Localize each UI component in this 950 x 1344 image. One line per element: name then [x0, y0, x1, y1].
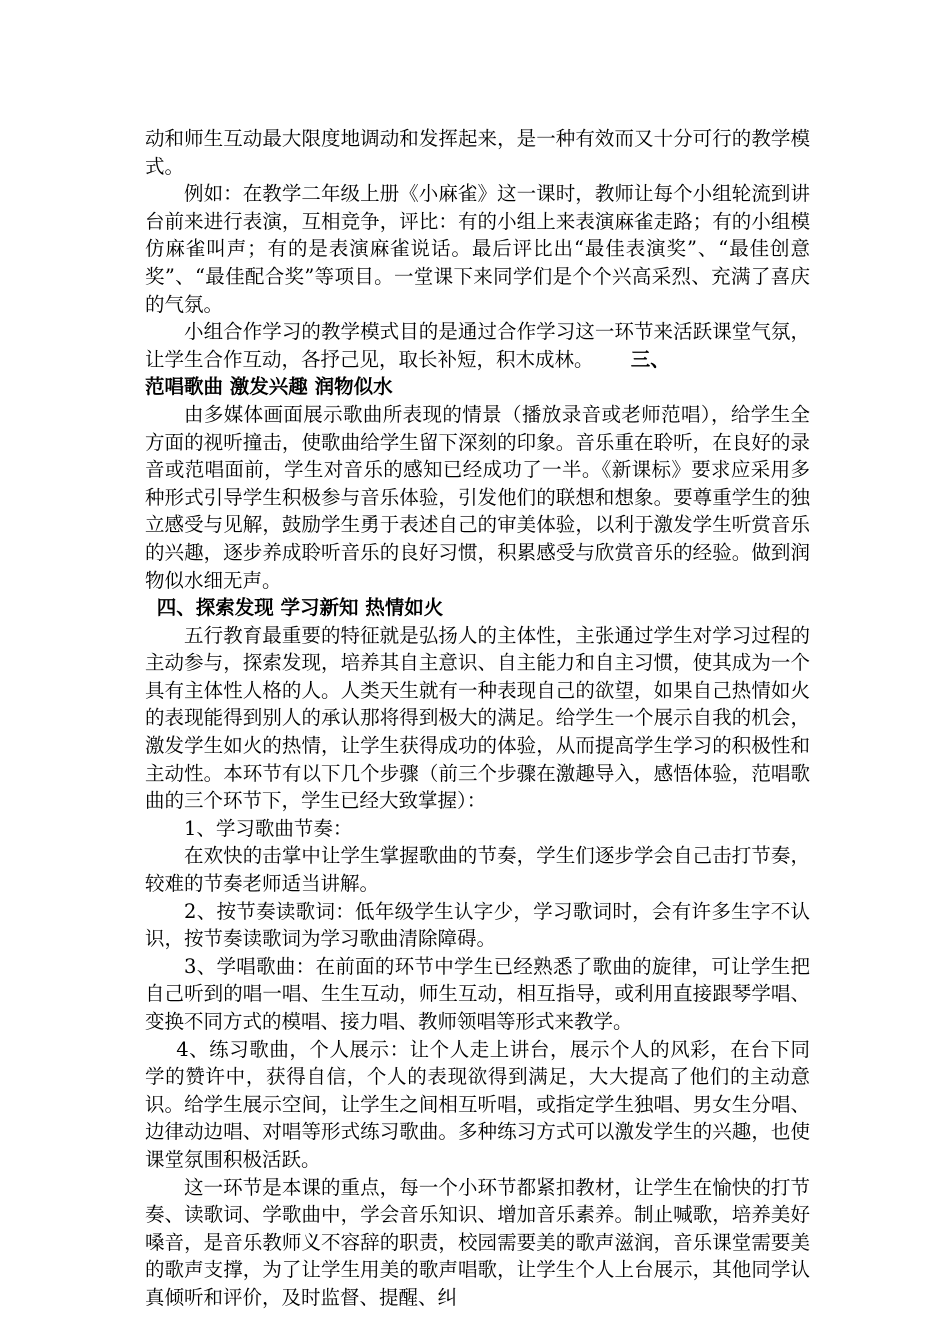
paragraph-key-point: 这一环节是本课的重点，每一个小环节都紧扣教材，让学生在愉快的打节奏、读歌词、学歌曲中，学会音乐知识、增加音乐素养。制止喊歌，培养美好嗓音，是音乐教师义不容辞的职责，校园需要美的歌声滋润，音乐课堂需要美的歌声支撑，为了让学生用美的歌声唱歌，让学生个人上台展示，其他同学认真倾听和评价，及时监督、提醒、纠: [145, 1175, 810, 1309]
paragraph-multimedia: 由多媒体画面展示歌曲所表现的情景（播放录音或老师范唱），给学生全方面的视听撞击，使歌曲给学生留下深刻的印象。音乐重在聆听，在良好的录音或范唱面前，学生对音乐的感知已经成功了一半。《新课标》要求应采用多种形式引导学生积极参与音乐体验，引发他们的联想和想象。要尊重学生的独立感受与见解，鼓励学生勇于表述自己的审美体验，以利于激发学生听赏音乐的兴趣，逐步养成聆听音乐的良好习惯，积累感受与欣赏音乐的经验。做到润物似水细无声。: [145, 402, 810, 592]
paragraph-group-learning: [145, 318, 810, 373]
step-one-body: 在欢快的击掌中让学生掌握歌曲的节奏，学生们逐步学会自己击打节奏，较难的节奏老师适当讲解。: [145, 844, 810, 896]
step-one-title: 1、学习歌曲节奏：: [184, 816, 353, 840]
step-three: 3、学唱歌曲：在前面的环节中学生已经熟悉了歌曲的旋律，可让学生把自己听到的唱一唱、生生互动，师生互动，相互指导，或利用直接跟琴学唱、变换不同方式的模唱、接力唱、教师领唱等形式来教学。: [145, 954, 810, 1033]
paragraph-group-learning-text: 小组合作学习的教学模式目的是通过合作学习这一环节来活跃课堂气氛，让学生合作互动，各抒己见，取长补短，积木成林。: [145, 320, 810, 371]
section-four-heading: 四、探索发现 学习新知 热情如火: [156, 596, 444, 620]
step-two: 2、按节奏读歌词：低年级学生认字少，学习歌词时，会有许多生字不认识，按节奏读歌词为学习歌曲清除障碍。: [145, 899, 810, 951]
section-three-heading: 范唱歌曲 激发兴趣 润物似水: [145, 375, 393, 399]
step-four: 4、练习歌曲，个人展示：让个人走上讲台，展示个人的风彩，在台下同学的赞许中，获得自信，个人的表现欲得到满足，大大提高了他们的主动意识。给学生展示空间，让学生之间相互听唱，或指定学生独唱、男女生分唱、边律动边唱、对唱等形式练习歌曲。多种练习方式可以激发学生的兴趣，也使课堂氛围积极活跃。: [145, 1037, 810, 1171]
paragraph-wuxing: 五行教育最重要的特征就是弘扬人的主体性，主张通过学生对学习过程的主动参与，探索发现，培养其自主意识、自主能力和自主习惯，使其成为一个具有主体性人格的人。人类天生就有一种表现自己的欲望，如果自己热情如火的表现能得到别人的承认那将得到极大的满足。给学生一个展示自我的机会，激发学生如火的热情，让学生获得成功的体验，从而提高学生学习的积极性和主动性。本环节有以下几个步骤（前三个步骤在激趣导入，感悟体验，范唱歌曲的三个环节下，学生已经大致掌握）：: [145, 623, 810, 813]
section-three-number: 三、: [630, 347, 670, 371]
paragraph-example: 例如：在教学二年级上册《小麻雀》这一课时，教师让每个小组轮流到讲台前来进行表演，互相竞争，评比：有的小组上来表演麻雀走路；有的小组模仿麻雀叫声；有的是表演麻雀说话。最后评比出“最佳表演奖”、“最佳创意奖”、“最佳配合奖”等项目。一堂课下来同学们是个个兴高采烈、充满了喜庆的气氛。: [145, 182, 810, 316]
paragraph-continuation: 动和师生互动最大限度地调动和发挥起来，是一种有效而又十分可行的教学模式。: [145, 127, 810, 178]
